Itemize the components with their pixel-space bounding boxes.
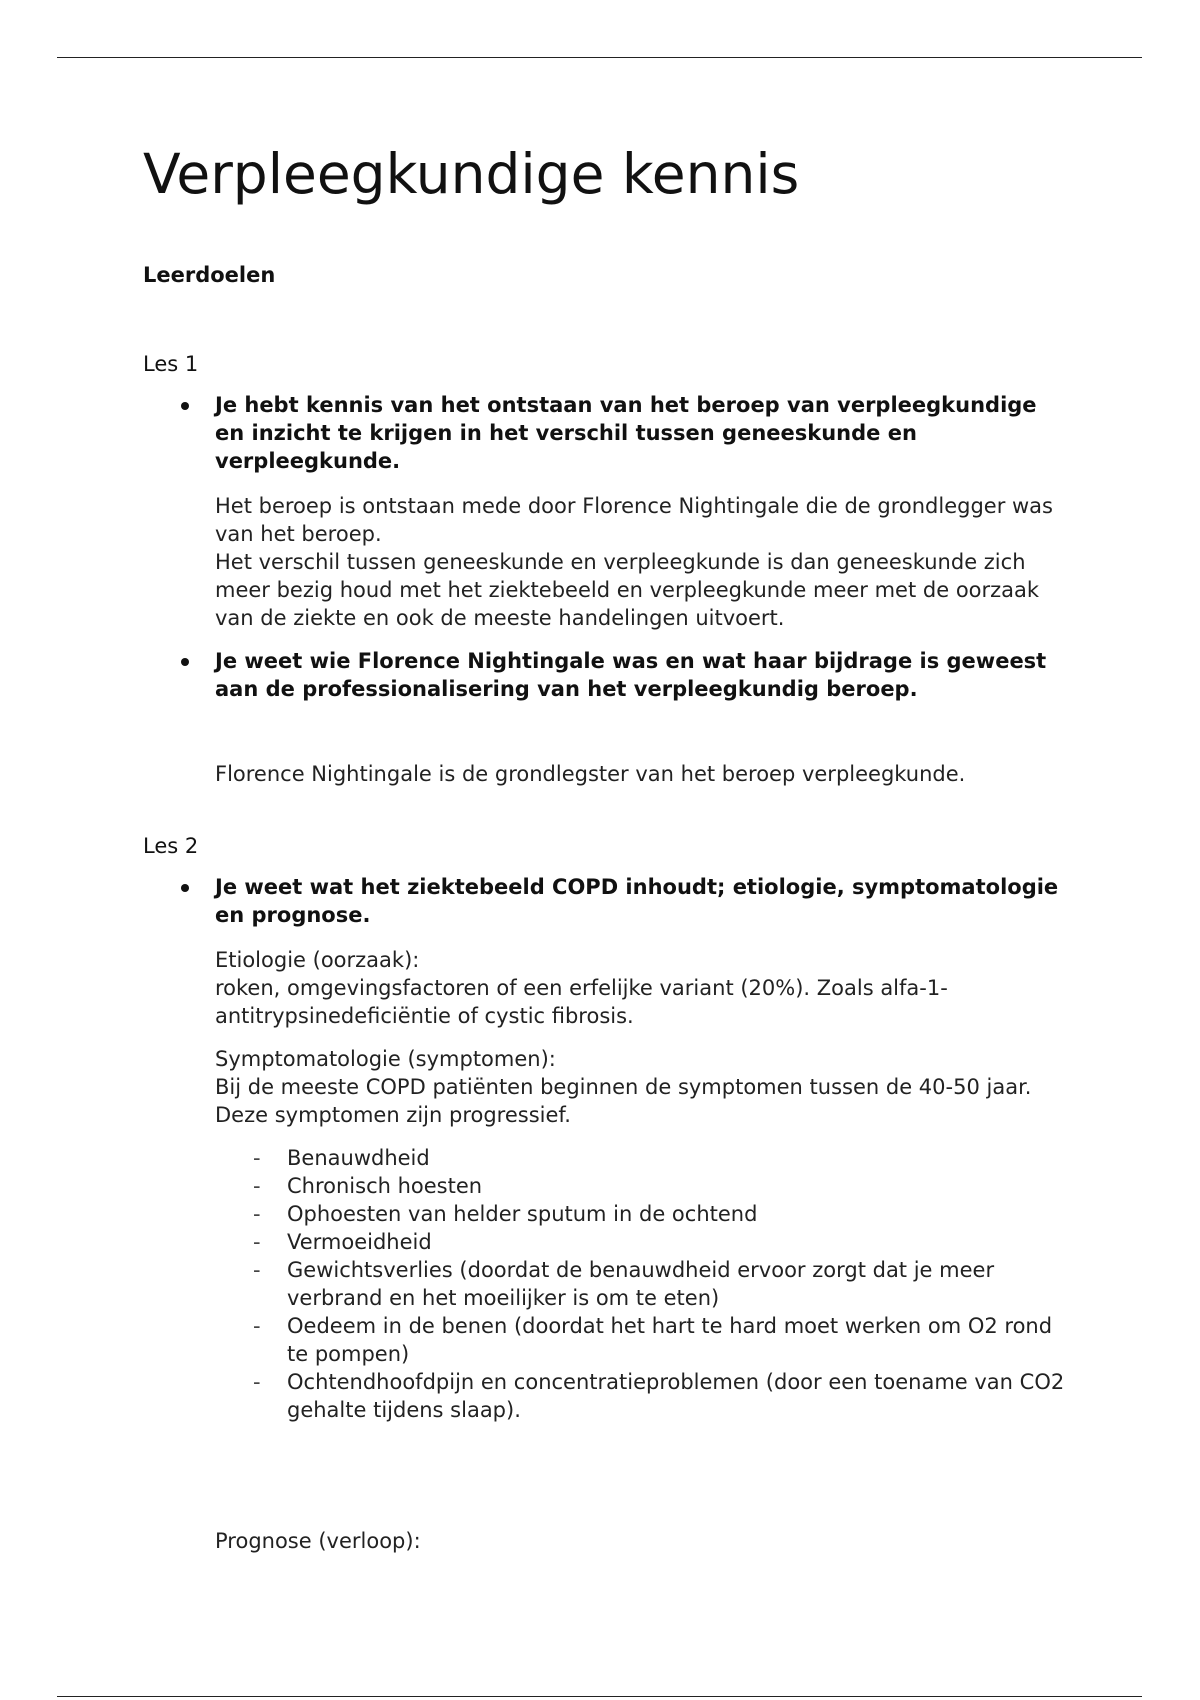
document-title: Verpleegkundige kennis <box>143 142 800 206</box>
symptom-text: Ochtendhoofdpijn en concentratieproblemen (door een toename van CO2 gehalte tijdens slaap). <box>287 1370 1065 1422</box>
symptom-list <box>215 1144 1065 1424</box>
dash-marker: - <box>253 1174 261 1198</box>
etiology-label: Etiologie (oorzaak): <box>215 948 420 972</box>
lesson-2-label: Les 2 <box>143 834 199 858</box>
symptom-text: Chronisch hoesten <box>287 1174 483 1198</box>
list-item <box>215 1368 1065 1424</box>
symptom-text: Vermoeidheid <box>287 1230 432 1254</box>
symptomatology-label: Symptomatologie (symptomen): <box>215 1047 556 1071</box>
lesson-1-goal-1-heading: Je hebt kennis van het ontstaan van het beroep van verpleegkundige en inzicht te krijgen in het verschil tussen geneeskunde en verpleegkunde. <box>215 393 1037 473</box>
symptomatology-text: Bij de meeste COPD patiënten beginnen de symptomen tussen de 40-50 jaar. Deze symptomen zijn progressief. <box>215 1075 1032 1127</box>
bullet-dot <box>181 402 189 410</box>
bullet-dot <box>181 658 189 666</box>
symptom-text: Oedeem in de benen (doordat het hart te hard moet werken om O2 rond te pompen) <box>287 1314 1053 1366</box>
list-item <box>215 1172 1065 1200</box>
list-item <box>215 1228 1065 1256</box>
dash-marker: - <box>253 1370 261 1394</box>
lesson-2-goal-1-heading: Je weet wat het ziektebeeld COPD inhoudt; etiologie, symptomatologie en prognose. <box>215 875 1059 927</box>
symptom-text: Ophoesten van helder sputum in de ochtend <box>287 1202 758 1226</box>
list-item <box>215 1312 1065 1368</box>
list-item <box>215 1256 1065 1312</box>
top-rule <box>57 57 1142 58</box>
bullet-dot <box>181 884 189 892</box>
lesson-1-goal-2-text: Florence Nightingale is de grondlegster van het beroep verpleegkunde. <box>215 762 966 786</box>
symptom-text: Gewichtsverlies (doordat de benauwdheid ervoor zorgt dat je meer verbrand en het moeilijker is om te eten) <box>287 1258 995 1310</box>
bottom-rule <box>57 1696 1142 1697</box>
learning-goals-heading: Leerdoelen <box>143 263 276 287</box>
lesson-1-label: Les 1 <box>143 352 199 376</box>
dash-marker: - <box>253 1258 261 1282</box>
dash-marker: - <box>253 1230 261 1254</box>
lesson-1-goal-2-heading: Je weet wie Florence Nightingale was en wat haar bijdrage is geweest aan de professionalisering van het verpleegkundig beroep. <box>215 649 1047 701</box>
prognosis-label: Prognose (verloop): <box>215 1529 421 1553</box>
list-item <box>215 1200 1065 1228</box>
lesson-1-goal-1-text-a: Het beroep is ontstaan mede door Florence Nightingale die de grondlegger was van het beroep. <box>215 494 1053 546</box>
lesson-1-goal-1-text-b: Het verschil tussen geneeskunde en verpleegkunde is dan geneeskunde zich meer bezig houd met het ziektebeeld en verpleegkunde meer met de oorzaak van de ziekte en ook de meeste handelingen uitvoert. <box>215 550 1040 630</box>
symptom-text: Benauwdheid <box>287 1146 430 1170</box>
list-item <box>215 1144 1065 1172</box>
dash-marker: - <box>253 1314 261 1338</box>
dash-marker: - <box>253 1202 261 1226</box>
etiology-text: roken, omgevingsfactoren of een erfelijke variant (20%). Zoals alfa-1-antitrypsinedeficiëntie of cystic fibrosis. <box>215 976 948 1028</box>
dash-marker: - <box>253 1146 261 1170</box>
